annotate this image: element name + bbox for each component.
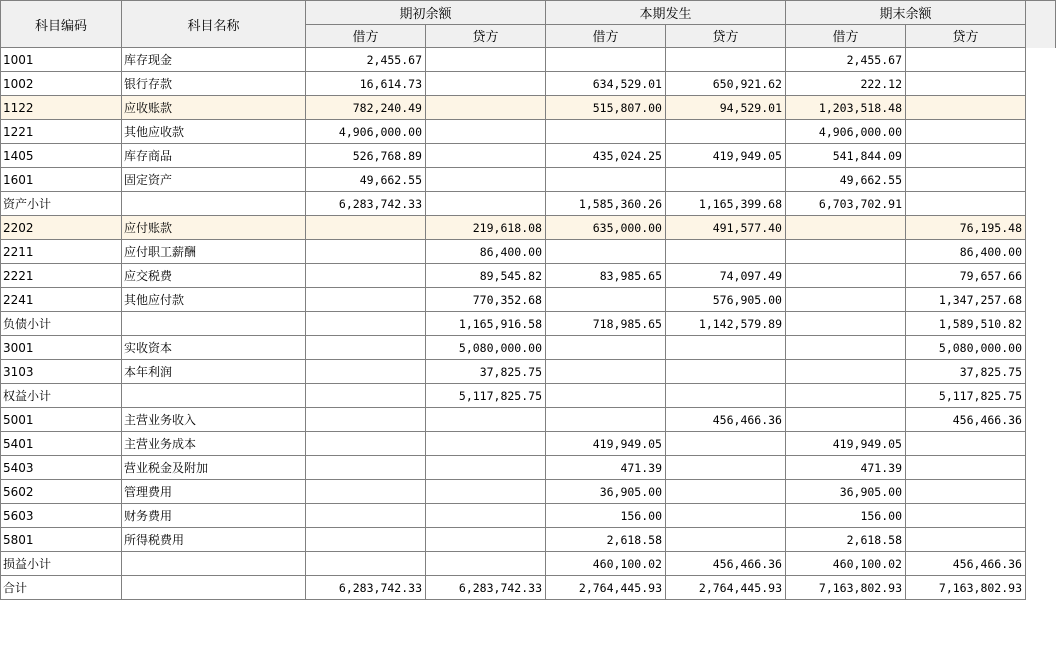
cell-opening-debit[interactable] bbox=[306, 528, 426, 552]
cell-period-debit[interactable]: 36,905.00 bbox=[546, 480, 666, 504]
cell-code[interactable]: 2221 bbox=[1, 264, 122, 288]
cell-period-debit[interactable]: 635,000.00 bbox=[546, 216, 666, 240]
cell-code[interactable]: 1122 bbox=[1, 96, 122, 120]
cell-period-debit[interactable] bbox=[546, 240, 666, 264]
cell-code[interactable]: 合计 bbox=[1, 576, 122, 600]
cell-name[interactable]: 所得税费用 bbox=[122, 528, 306, 552]
cell-opening-debit[interactable]: 6,283,742.33 bbox=[306, 192, 426, 216]
cell-period-debit[interactable] bbox=[546, 168, 666, 192]
cell-closing-debit[interactable]: 419,949.05 bbox=[786, 432, 906, 456]
cell-code[interactable]: 5403 bbox=[1, 456, 122, 480]
cell-name[interactable]: 固定资产 bbox=[122, 168, 306, 192]
cell-period-debit[interactable]: 718,985.65 bbox=[546, 312, 666, 336]
cell-code[interactable]: 资产小计 bbox=[1, 192, 122, 216]
cell-name[interactable]: 其他应收款 bbox=[122, 120, 306, 144]
cell-closing-debit[interactable]: 6,703,702.91 bbox=[786, 192, 906, 216]
row-filler bbox=[1026, 192, 1056, 216]
cell-period-debit[interactable]: 83,985.65 bbox=[546, 264, 666, 288]
cell-period-debit[interactable]: 156.00 bbox=[546, 504, 666, 528]
group-header-opening-balance: 期初余额 bbox=[306, 1, 546, 25]
row-filler bbox=[1026, 504, 1056, 528]
row-filler bbox=[1026, 168, 1056, 192]
cell-period-debit[interactable] bbox=[546, 408, 666, 432]
row-filler bbox=[1026, 408, 1056, 432]
cell-opening-debit[interactable] bbox=[306, 216, 426, 240]
cell-closing-credit[interactable]: 5,117,825.75 bbox=[906, 384, 1026, 408]
cell-closing-debit[interactable]: 541,844.09 bbox=[786, 144, 906, 168]
cell-period-debit[interactable] bbox=[546, 360, 666, 384]
cell-period-debit[interactable]: 515,807.00 bbox=[546, 96, 666, 120]
cell-opening-debit[interactable] bbox=[306, 456, 426, 480]
cell-period-credit[interactable] bbox=[666, 48, 786, 72]
cell-name[interactable]: 应付职工薪酬 bbox=[122, 240, 306, 264]
cell-opening-credit[interactable]: 219,618.08 bbox=[426, 216, 546, 240]
cell-code[interactable]: 2202 bbox=[1, 216, 122, 240]
cell-opening-credit[interactable]: 5,117,825.75 bbox=[426, 384, 546, 408]
cell-name[interactable]: 银行存款 bbox=[122, 72, 306, 96]
cell-opening-credit[interactable]: 86,400.00 bbox=[426, 240, 546, 264]
cell-name[interactable]: 库存现金 bbox=[122, 48, 306, 72]
cell-name[interactable]: 应交税费 bbox=[122, 264, 306, 288]
cell-opening-debit[interactable]: 2,455.67 bbox=[306, 48, 426, 72]
cell-period-debit[interactable]: 460,100.02 bbox=[546, 552, 666, 576]
row-filler bbox=[1026, 360, 1056, 384]
row-filler bbox=[1026, 120, 1056, 144]
cell-opening-credit[interactable] bbox=[426, 528, 546, 552]
cell-opening-credit[interactable]: 89,545.82 bbox=[426, 264, 546, 288]
cell-closing-credit[interactable] bbox=[906, 432, 1026, 456]
cell-code[interactable]: 3103 bbox=[1, 360, 122, 384]
cell-opening-credit[interactable]: 37,825.75 bbox=[426, 360, 546, 384]
cell-period-credit[interactable] bbox=[666, 360, 786, 384]
cell-opening-debit[interactable] bbox=[306, 288, 426, 312]
cell-closing-debit[interactable]: 460,100.02 bbox=[786, 552, 906, 576]
cell-closing-credit[interactable] bbox=[906, 168, 1026, 192]
row-filler bbox=[1026, 216, 1056, 240]
cell-closing-debit[interactable]: 2,618.58 bbox=[786, 528, 906, 552]
cell-period-credit[interactable] bbox=[666, 240, 786, 264]
row-filler bbox=[1026, 312, 1056, 336]
row-filler bbox=[1026, 432, 1056, 456]
cell-code[interactable]: 2211 bbox=[1, 240, 122, 264]
cell-code[interactable]: 1405 bbox=[1, 144, 122, 168]
cell-period-credit[interactable]: 419,949.05 bbox=[666, 144, 786, 168]
cell-name[interactable]: 主营业务收入 bbox=[122, 408, 306, 432]
cell-code[interactable]: 1002 bbox=[1, 72, 122, 96]
cell-closing-credit[interactable]: 7,163,802.93 bbox=[906, 576, 1026, 600]
cell-opening-debit[interactable] bbox=[306, 264, 426, 288]
cell-code[interactable]: 损益小计 bbox=[1, 552, 122, 576]
cell-period-credit[interactable]: 1,165,399.68 bbox=[666, 192, 786, 216]
row-filler bbox=[1026, 288, 1056, 312]
cell-period-credit[interactable] bbox=[666, 168, 786, 192]
cell-closing-debit[interactable] bbox=[786, 240, 906, 264]
cell-name[interactable] bbox=[122, 552, 306, 576]
cell-opening-debit[interactable]: 16,614.73 bbox=[306, 72, 426, 96]
table-row[interactable] bbox=[1, 48, 1056, 72]
cell-closing-credit[interactable] bbox=[906, 96, 1026, 120]
cell-period-credit[interactable]: 576,905.00 bbox=[666, 288, 786, 312]
cell-closing-credit[interactable] bbox=[906, 120, 1026, 144]
cell-code[interactable]: 5801 bbox=[1, 528, 122, 552]
cell-period-debit[interactable] bbox=[546, 336, 666, 360]
table-row[interactable] bbox=[1, 168, 1056, 192]
row-filler bbox=[1026, 72, 1056, 96]
cell-closing-credit[interactable] bbox=[906, 480, 1026, 504]
table-row[interactable] bbox=[1, 216, 1056, 240]
cell-period-debit[interactable]: 1,585,360.26 bbox=[546, 192, 666, 216]
cell-closing-debit[interactable]: 222.12 bbox=[786, 72, 906, 96]
table-row[interactable] bbox=[1, 240, 1056, 264]
cell-opening-credit[interactable] bbox=[426, 48, 546, 72]
column-header-opening-credit[interactable]: 贷方 bbox=[426, 24, 546, 48]
cell-code[interactable]: 3001 bbox=[1, 336, 122, 360]
header-filler bbox=[1026, 1, 1056, 48]
cell-code[interactable]: 5401 bbox=[1, 432, 122, 456]
cell-opening-debit[interactable] bbox=[306, 360, 426, 384]
cell-closing-credit[interactable] bbox=[906, 144, 1026, 168]
cell-opening-debit[interactable] bbox=[306, 384, 426, 408]
row-filler bbox=[1026, 480, 1056, 504]
row-filler bbox=[1026, 456, 1056, 480]
cell-period-debit[interactable]: 2,764,445.93 bbox=[546, 576, 666, 600]
table-row[interactable] bbox=[1, 312, 1056, 336]
cell-opening-debit[interactable]: 6,283,742.33 bbox=[306, 576, 426, 600]
table-row[interactable] bbox=[1, 144, 1056, 168]
cell-name[interactable]: 本年利润 bbox=[122, 360, 306, 384]
table-row[interactable] bbox=[1, 456, 1056, 480]
cell-code[interactable]: 5603 bbox=[1, 504, 122, 528]
cell-code[interactable]: 权益小计 bbox=[1, 384, 122, 408]
cell-period-credit[interactable]: 1,142,579.89 bbox=[666, 312, 786, 336]
table-row[interactable] bbox=[1, 120, 1056, 144]
cell-closing-debit[interactable]: 471.39 bbox=[786, 456, 906, 480]
cell-closing-credit[interactable]: 37,825.75 bbox=[906, 360, 1026, 384]
cell-opening-credit[interactable]: 6,283,742.33 bbox=[426, 576, 546, 600]
cell-period-credit[interactable]: 2,764,445.93 bbox=[666, 576, 786, 600]
cell-closing-debit[interactable] bbox=[786, 264, 906, 288]
cell-closing-debit[interactable]: 49,662.55 bbox=[786, 168, 906, 192]
column-header-opening-debit[interactable]: 借方 bbox=[306, 24, 426, 48]
table-row[interactable] bbox=[1, 264, 1056, 288]
cell-code[interactable]: 2241 bbox=[1, 288, 122, 312]
cell-period-debit[interactable]: 634,529.01 bbox=[546, 72, 666, 96]
cell-opening-debit[interactable]: 4,906,000.00 bbox=[306, 120, 426, 144]
cell-period-credit[interactable] bbox=[666, 504, 786, 528]
cell-period-debit[interactable]: 2,618.58 bbox=[546, 528, 666, 552]
cell-period-credit[interactable] bbox=[666, 384, 786, 408]
cell-closing-credit[interactable] bbox=[906, 456, 1026, 480]
cell-code[interactable]: 1001 bbox=[1, 48, 122, 72]
cell-name[interactable]: 主营业务成本 bbox=[122, 432, 306, 456]
cell-period-credit[interactable] bbox=[666, 480, 786, 504]
cell-opening-debit[interactable] bbox=[306, 432, 426, 456]
cell-period-credit[interactable] bbox=[666, 336, 786, 360]
cell-opening-debit[interactable] bbox=[306, 240, 426, 264]
cell-closing-credit[interactable]: 456,466.36 bbox=[906, 552, 1026, 576]
cell-opening-credit[interactable] bbox=[426, 120, 546, 144]
cell-closing-credit[interactable]: 5,080,000.00 bbox=[906, 336, 1026, 360]
cell-code[interactable]: 1221 bbox=[1, 120, 122, 144]
table-row[interactable] bbox=[1, 384, 1056, 408]
cell-closing-debit[interactable]: 4,906,000.00 bbox=[786, 120, 906, 144]
table-row[interactable] bbox=[1, 336, 1056, 360]
cell-code[interactable]: 5602 bbox=[1, 480, 122, 504]
row-filler bbox=[1026, 264, 1056, 288]
row-filler bbox=[1026, 528, 1056, 552]
cell-opening-debit[interactable] bbox=[306, 408, 426, 432]
cell-period-debit[interactable] bbox=[546, 48, 666, 72]
cell-opening-debit[interactable]: 49,662.55 bbox=[306, 168, 426, 192]
cell-name[interactable]: 库存商品 bbox=[122, 144, 306, 168]
cell-period-debit[interactable]: 419,949.05 bbox=[546, 432, 666, 456]
cell-opening-credit[interactable] bbox=[426, 72, 546, 96]
cell-period-credit[interactable] bbox=[666, 432, 786, 456]
cell-opening-credit[interactable]: 1,165,916.58 bbox=[426, 312, 546, 336]
cell-closing-credit[interactable]: 86,400.00 bbox=[906, 240, 1026, 264]
cell-opening-credit[interactable] bbox=[426, 504, 546, 528]
cell-period-debit[interactable] bbox=[546, 120, 666, 144]
cell-closing-credit[interactable] bbox=[906, 192, 1026, 216]
cell-closing-debit[interactable]: 156.00 bbox=[786, 504, 906, 528]
group-header-period-activity: 本期发生 bbox=[546, 1, 786, 25]
row-filler bbox=[1026, 384, 1056, 408]
cell-name[interactable] bbox=[122, 192, 306, 216]
cell-opening-debit[interactable] bbox=[306, 312, 426, 336]
table-body bbox=[1, 48, 1056, 600]
table-row[interactable] bbox=[1, 360, 1056, 384]
cell-name[interactable]: 营业税金及附加 bbox=[122, 456, 306, 480]
cell-name[interactable] bbox=[122, 576, 306, 600]
cell-closing-debit[interactable]: 7,163,802.93 bbox=[786, 576, 906, 600]
cell-period-debit[interactable] bbox=[546, 384, 666, 408]
group-header-closing-balance: 期末余额 bbox=[786, 1, 1026, 25]
row-filler bbox=[1026, 552, 1056, 576]
cell-closing-debit[interactable] bbox=[786, 360, 906, 384]
row-filler bbox=[1026, 96, 1056, 120]
cell-opening-credit[interactable] bbox=[426, 432, 546, 456]
cell-period-credit[interactable] bbox=[666, 528, 786, 552]
table-row[interactable] bbox=[1, 408, 1056, 432]
cell-opening-credit[interactable] bbox=[426, 408, 546, 432]
cell-closing-debit[interactable]: 2,455.67 bbox=[786, 48, 906, 72]
column-header-name[interactable]: 科目名称 bbox=[122, 1, 306, 48]
cell-name[interactable]: 管理费用 bbox=[122, 480, 306, 504]
cell-closing-debit[interactable] bbox=[786, 336, 906, 360]
cell-name[interactable]: 实收资本 bbox=[122, 336, 306, 360]
table-row[interactable] bbox=[1, 72, 1056, 96]
table-row[interactable] bbox=[1, 576, 1056, 600]
cell-opening-credit[interactable] bbox=[426, 96, 546, 120]
cell-name[interactable]: 财务费用 bbox=[122, 504, 306, 528]
row-filler bbox=[1026, 240, 1056, 264]
cell-name[interactable] bbox=[122, 384, 306, 408]
cell-period-debit[interactable] bbox=[546, 288, 666, 312]
cell-closing-credit[interactable]: 79,657.66 bbox=[906, 264, 1026, 288]
cell-name[interactable]: 应付账款 bbox=[122, 216, 306, 240]
cell-opening-credit[interactable] bbox=[426, 456, 546, 480]
table-row[interactable] bbox=[1, 432, 1056, 456]
cell-closing-debit[interactable]: 36,905.00 bbox=[786, 480, 906, 504]
cell-closing-debit[interactable] bbox=[786, 408, 906, 432]
cell-opening-debit[interactable]: 782,240.49 bbox=[306, 96, 426, 120]
cell-closing-debit[interactable]: 1,203,518.48 bbox=[786, 96, 906, 120]
table-row[interactable] bbox=[1, 528, 1056, 552]
cell-closing-debit[interactable] bbox=[786, 216, 906, 240]
cell-opening-credit[interactable] bbox=[426, 168, 546, 192]
cell-closing-debit[interactable] bbox=[786, 288, 906, 312]
cell-opening-debit[interactable] bbox=[306, 480, 426, 504]
table-row[interactable] bbox=[1, 480, 1056, 504]
cell-closing-credit[interactable] bbox=[906, 528, 1026, 552]
cell-code[interactable]: 负债小计 bbox=[1, 312, 122, 336]
cell-closing-credit[interactable]: 76,195.48 bbox=[906, 216, 1026, 240]
cell-opening-credit[interactable] bbox=[426, 144, 546, 168]
cell-code[interactable]: 5001 bbox=[1, 408, 122, 432]
table-row[interactable] bbox=[1, 288, 1056, 312]
row-filler bbox=[1026, 144, 1056, 168]
row-filler bbox=[1026, 576, 1056, 600]
cell-closing-debit[interactable] bbox=[786, 384, 906, 408]
cell-period-credit[interactable]: 456,466.36 bbox=[666, 552, 786, 576]
table-row[interactable] bbox=[1, 504, 1056, 528]
cell-opening-credit[interactable]: 5,080,000.00 bbox=[426, 336, 546, 360]
row-filler bbox=[1026, 336, 1056, 360]
column-header-period-credit[interactable]: 贷方 bbox=[666, 24, 786, 48]
cell-opening-debit[interactable] bbox=[306, 504, 426, 528]
cell-period-credit[interactable]: 456,466.36 bbox=[666, 408, 786, 432]
column-header-code[interactable]: 科目编码 bbox=[1, 1, 122, 48]
cell-closing-debit[interactable] bbox=[786, 312, 906, 336]
cell-closing-credit[interactable]: 1,347,257.68 bbox=[906, 288, 1026, 312]
cell-opening-credit[interactable]: 770,352.68 bbox=[426, 288, 546, 312]
cell-name[interactable] bbox=[122, 312, 306, 336]
column-header-closing-debit[interactable]: 借方 bbox=[786, 24, 906, 48]
cell-period-debit[interactable]: 471.39 bbox=[546, 456, 666, 480]
cell-period-debit[interactable]: 435,024.25 bbox=[546, 144, 666, 168]
cell-opening-credit[interactable] bbox=[426, 552, 546, 576]
cell-opening-debit[interactable] bbox=[306, 552, 426, 576]
table-row[interactable] bbox=[1, 552, 1056, 576]
cell-period-credit[interactable] bbox=[666, 456, 786, 480]
cell-opening-debit[interactable]: 526,768.89 bbox=[306, 144, 426, 168]
cell-period-credit[interactable] bbox=[666, 120, 786, 144]
cell-opening-credit[interactable] bbox=[426, 192, 546, 216]
cell-period-credit[interactable]: 650,921.62 bbox=[666, 72, 786, 96]
column-header-closing-credit[interactable]: 贷方 bbox=[906, 24, 1026, 48]
row-filler bbox=[1026, 48, 1056, 72]
cell-closing-credit[interactable] bbox=[906, 72, 1026, 96]
table-row[interactable] bbox=[1, 192, 1056, 216]
column-header-period-debit[interactable]: 借方 bbox=[546, 24, 666, 48]
cell-code[interactable]: 1601 bbox=[1, 168, 122, 192]
cell-closing-credit[interactable]: 1,589,510.82 bbox=[906, 312, 1026, 336]
cell-closing-credit[interactable] bbox=[906, 48, 1026, 72]
cell-period-credit[interactable]: 491,577.40 bbox=[666, 216, 786, 240]
cell-name[interactable]: 其他应付款 bbox=[122, 288, 306, 312]
cell-closing-credit[interactable] bbox=[906, 504, 1026, 528]
cell-opening-debit[interactable] bbox=[306, 336, 426, 360]
cell-closing-credit[interactable]: 456,466.36 bbox=[906, 408, 1026, 432]
cell-name[interactable]: 应收账款 bbox=[122, 96, 306, 120]
cell-opening-credit[interactable] bbox=[426, 480, 546, 504]
cell-period-credit[interactable]: 74,097.49 bbox=[666, 264, 786, 288]
cell-period-credit[interactable]: 94,529.01 bbox=[666, 96, 786, 120]
table-row[interactable] bbox=[1, 96, 1056, 120]
